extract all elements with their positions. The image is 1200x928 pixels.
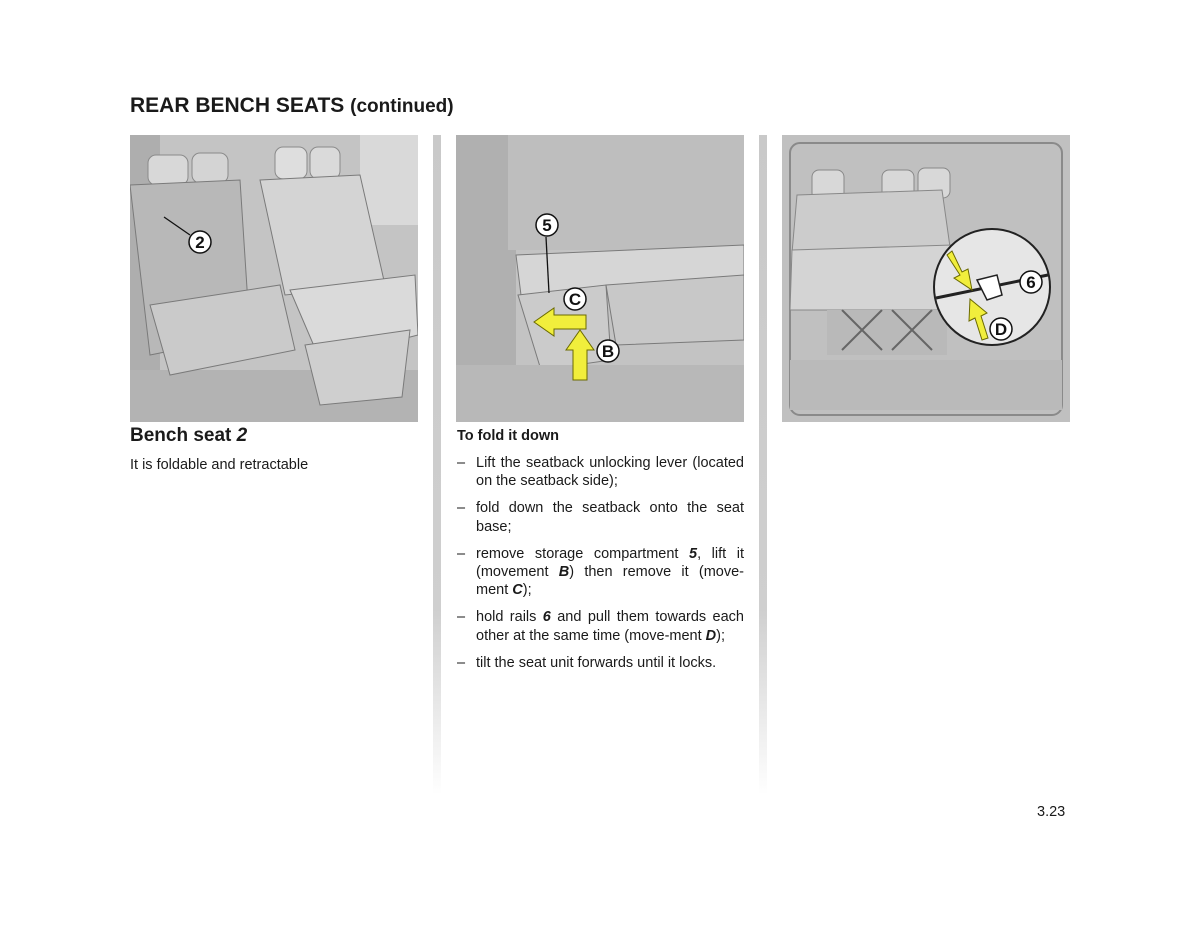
fold-down-heading: To fold it down <box>457 428 560 444</box>
figure-bench-seats-photo <box>130 135 418 422</box>
fold-step <box>457 608 744 644</box>
step-reference: 6 <box>542 609 551 626</box>
step-reference: 5 <box>689 545 698 562</box>
callout-6: 6 <box>1026 273 1036 292</box>
step-text: Lift the seatback unlocking lever (located on the seatback side); <box>476 455 744 490</box>
step-reference: D <box>705 627 717 644</box>
figure-rails-photo <box>782 135 1070 422</box>
callout-d: D <box>994 320 1008 339</box>
step-text: fold down the seatback onto the seat base; <box>476 500 744 535</box>
column-divider-right <box>759 135 767 795</box>
fold-down-steps <box>457 454 744 681</box>
list-dash: – <box>457 654 466 671</box>
step-text: hold rails <box>476 609 543 626</box>
bench-seat-heading-number: 2 <box>236 425 248 446</box>
step-text: , lift it (movement <box>476 545 744 581</box>
list-dash: – <box>457 500 466 517</box>
callout-b: B <box>601 342 615 361</box>
step-reference: C <box>512 582 523 599</box>
list-dash: – <box>457 455 466 471</box>
page-title-main: REAR BENCH SEATS <box>130 94 345 117</box>
callout-2: 2 <box>195 233 205 252</box>
step-reference: B <box>558 564 570 581</box>
callout-5: 5 <box>542 216 552 235</box>
page-number: 3.23 <box>1037 804 1066 820</box>
bench-seat-heading-text: Bench seat <box>130 425 237 446</box>
step-text: tilt the seat unit forwards until it locks. <box>476 654 717 671</box>
step-text: ); <box>716 627 726 644</box>
page-title <box>130 94 454 118</box>
fold-step <box>457 454 744 490</box>
bench-seat-description: It is foldable and retractable <box>130 457 309 473</box>
page-title-continued: (continued) <box>350 96 454 117</box>
list-dash: – <box>457 609 466 626</box>
step-text: ); <box>522 582 532 599</box>
step-text: remove storage compartment <box>476 545 690 562</box>
fold-step <box>457 499 744 535</box>
step-text: and pull them towards each other at the same time (move-ment <box>476 609 745 644</box>
fold-step <box>457 545 744 600</box>
fold-step <box>457 654 744 672</box>
step-text: ) then remove it (move-ment <box>476 564 744 599</box>
callout-c: C <box>568 290 582 309</box>
bench-seat-heading <box>130 425 247 447</box>
figure-storage-compartment-photo <box>456 135 744 422</box>
list-dash: – <box>457 545 466 562</box>
column-divider-left <box>433 135 441 795</box>
